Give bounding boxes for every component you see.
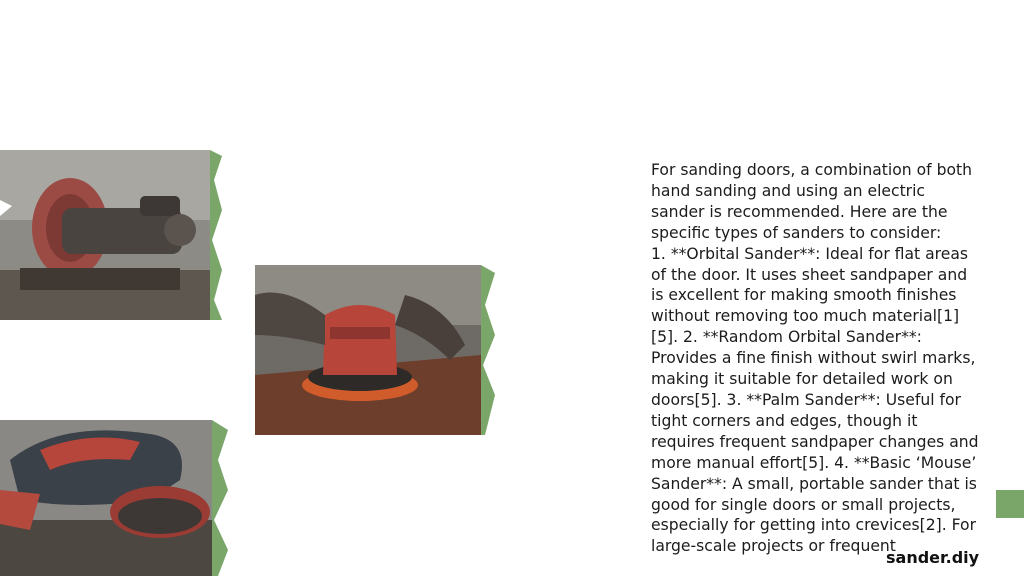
random-orbital-sander-photo xyxy=(0,420,228,576)
side-accent-tab[interactable] xyxy=(996,490,1024,518)
rusty-grinder-photo xyxy=(0,150,222,320)
article-body-text: For sanding doors, a combination of both hand sanding and using an electric sander is recommended. Here are the specific types of sanders to consider: 1. **Orbital Sander**: Ideal for flat areas of the door. It uses sheet sandpaper and is excellent for making smooth finishes without removing too much material[1][5]. 2. **Random Orbital Sander**: Provides a fine finish without swirl marks, making it suitable for detailed work on doors[5]. 3. **Palm Sander**: Useful for tight corners and edges, though it requires frequent sandpaper changes and more manual effort[5]. 4. **Basic ‘Mouse’ Sander**: A small, portable sander that is good for single doors or small projects, especially for getting into crevices[2]. For large-scale projects or frequent xyxy=(651,161,979,556)
orbital-sander-photo xyxy=(255,265,495,435)
brand-watermark: sander.diy xyxy=(886,548,980,567)
